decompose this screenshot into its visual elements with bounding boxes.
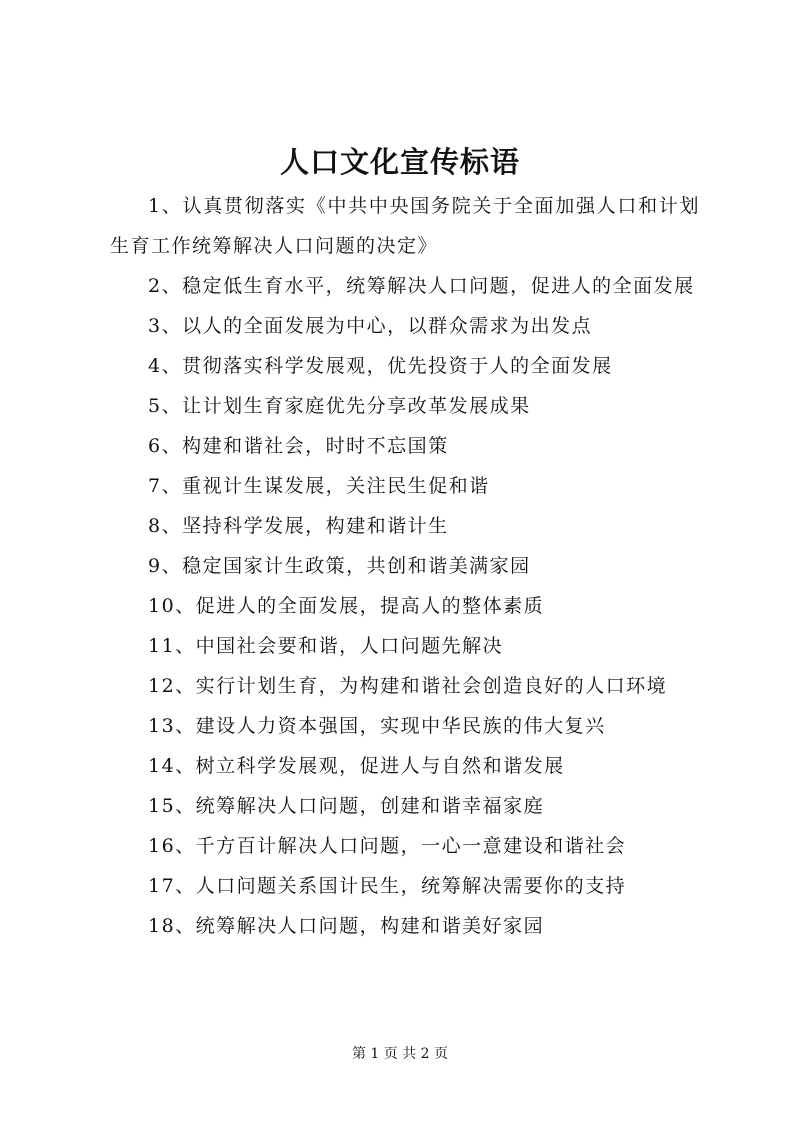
slogan-item: 5、让计划生育家庭优先分享改革发展成果 [148, 395, 531, 417]
document-title: 人口文化宣传标语 [279, 145, 520, 179]
slogan-item: 12、实行计划生育，为构建和谐社会创造良好的人口环境 [148, 675, 668, 697]
slogan-item: 17、人口问题关系国计民生，统筹解决需要你的支持 [148, 875, 627, 897]
slogan-item: 15、统筹解决人口问题，创建和谐幸福家庭 [148, 795, 545, 817]
slogan-item: 2、稳定低生育水平，统筹解决人口问题，促进人的全面发展 [148, 275, 695, 297]
slogan-list [110, 186, 700, 946]
slogan-item: 6、构建和谐社会，时时不忘国策 [148, 435, 449, 457]
slogan-item: 11、中国社会要和谐，人口问题先解决 [148, 635, 504, 657]
slogan-item: 8、坚持科学发展，构建和谐计生 [148, 515, 449, 537]
slogan-item: 7、重视计生谋发展，关注民生促和谐 [148, 475, 490, 497]
slogan-item: 3、以人的全面发展为中心，以群众需求为出发点 [148, 315, 593, 337]
slogan-item: 13、建设人力资本强国，实现中华民族的伟大复兴 [148, 715, 606, 737]
slogan-item: 1、认真贯彻落实《中共中央国务院关于全面加强人口和计划生育工作统筹解决人口问题的决定》 [110, 195, 700, 257]
page-number-footer: 第 1 页 共 2 页 [351, 1046, 449, 1062]
slogan-item: 14、树立科学发展观，促进人与自然和谐发展 [148, 755, 565, 777]
slogan-item: 10、促进人的全面发展，提高人的整体素质 [148, 595, 545, 617]
slogan-item: 9、稳定国家计生政策，共创和谐美满家园 [148, 555, 531, 577]
slogan-item: 16、千方百计解决人口问题，一心一意建设和谐社会 [148, 835, 627, 857]
slogan-item: 4、贯彻落实科学发展观，优先投资于人的全面发展 [148, 355, 613, 377]
slogan-item: 18、统筹解决人口问题，构建和谐美好家园 [148, 915, 545, 937]
